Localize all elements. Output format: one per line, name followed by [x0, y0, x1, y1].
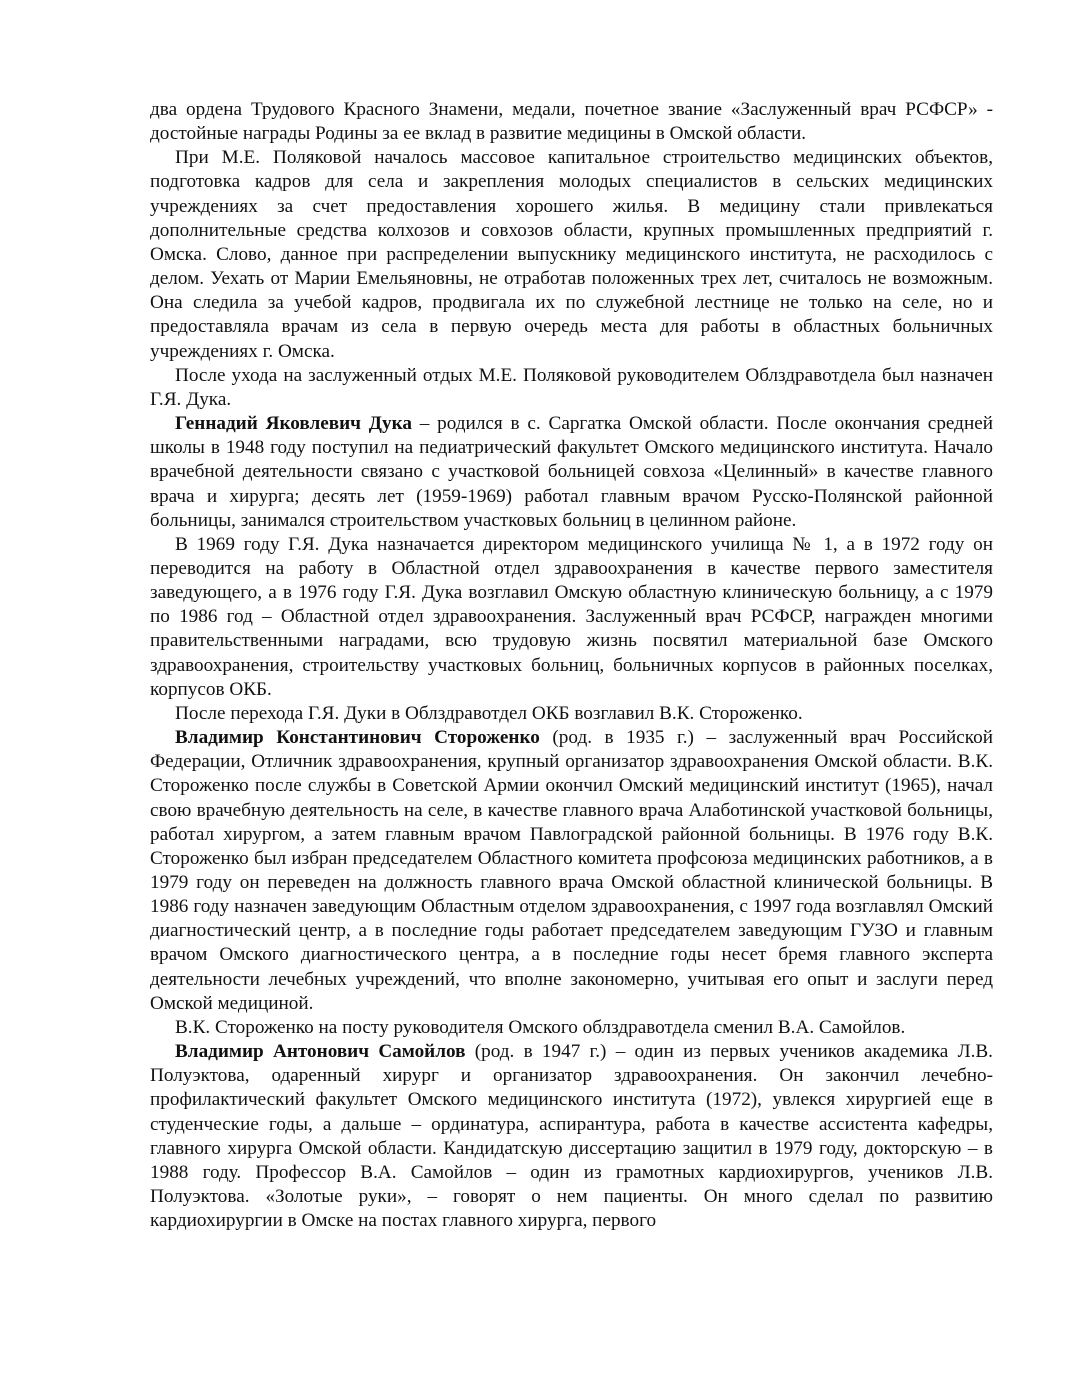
paragraph-text: В 1969 году Г.Я. Дука назначается директором медицинского училища № 1, а в 1972 году он переводится на работу в Областной отдел здравоохранения в качестве первого заместителя заведующего, а в 1976 году Г.Я. Дука возглавил Омскую областную клиническую больницу, а с 1979 по 1986 год – Областной отдел здравоохранения. Заслуженный врач РСФСР, награжден многими правительственными наградами, всю трудовую жизнь посвятил материальной базе Омского здравоохранения, строительству участковых больниц, больничных корпусов в районных поселках, корпусов ОКБ.: [150, 533, 993, 700]
paragraph-awards: [150, 98, 993, 146]
paragraph-transition-samoylov: [150, 1016, 993, 1040]
paragraph-text: В.К. Стороженко на посту руководителя Омского облздравотдела сменил В.А. Самойлов.: [175, 1016, 906, 1038]
paragraph-transition-storozhenko: [150, 702, 993, 726]
paragraph-storozhenko-bio: [150, 726, 993, 1016]
paragraph-appointment-duka: [150, 364, 993, 412]
person-name: Геннадий Яковлевич Дука: [175, 413, 412, 435]
document-page: [150, 98, 993, 1233]
person-name: Владимир Антонович Самойлов: [175, 1041, 466, 1063]
person-name: Владимир Константинович Стороженко: [175, 727, 540, 749]
paragraph-text: После перехода Г.Я. Дуки в Облздравотдел ОКБ возглавил В.К. Стороженко.: [175, 702, 803, 724]
paragraph-duka-bio: [150, 412, 993, 533]
paragraph-text: После ухода на заслуженный отдых М.Е. Поляковой руководителем Облздравотдела был назначен Г.Я. Дука.: [150, 364, 993, 410]
paragraph-text: два ордена Трудового Красного Знамени, медали, почетное звание «Заслуженный врач РСФСР» - достойные награды Родины за ее вклад в развитие медицины в Омской области.: [150, 99, 993, 145]
paragraph-duka-career: [150, 533, 993, 702]
paragraph-text: (род. в 1947 г.) – один из первых учеников академика Л.В. Полуэктова, одаренный хирург и организатор здравоохранения. Он закончил лечебно-профилактический факультет Омского медицинского института (1972), увлекся хирургией еще в студенческие годы, а дальше – ординатура, аспирантура, работа в качестве ассистента кафедры, главного хирурга Омской области. Кандидатскую диссертацию защитил в 1979 году, докторскую – в 1988 году. Профессор В.А. Самойлов – один из грамотных кардиохирургов, учеников Л.В. Полуэктова. «Золотые руки», – говорят о нем пациенты. Он много сделал по развитию кардиохирургии в Омске на постах главного хирурга, первого: [150, 1041, 993, 1232]
paragraph-samoylov-bio: [150, 1040, 993, 1233]
paragraph-text: При М.Е. Поляковой началось массовое капитальное строительство медицинских объектов, подготовка кадров для села и закрепления молодых специалистов в сельских медицинских учреждениях за счет предоставления хорошего жилья. В медицину стали привлекаться дополнительные средства колхозов и совхозов области, крупных промышленных предприятий г. Омска. Слово, данное при распределении выпускнику медицинского института, не расходилось с делом. Уехать от Марии Емельяновны, не отработав положенных трех лет, считалось не возможным. Она следила за учебой кадров, продвигала их по служебной лестнице не только на селе, но и предоставляла врачам из села в первую очередь места для работы в областных больничных учреждениях г. Омска.: [150, 147, 993, 362]
paragraph-polyakova: [150, 146, 993, 363]
paragraph-text: – родился в с. Саргатка Омской области. После окончания средней школы в 1948 году поступил на педиатрический факультет Омского медицинского института. Начало врачебной деятельности связано с участковой больницей совхоза «Целинный» в качестве главного врача и хирурга; десять лет (1959-1969) работал главным врачом Русско-Полянской районной больницы, занимался строительством участковых больниц в целинном районе.: [150, 413, 993, 531]
paragraph-text: (род. в 1935 г.) – заслуженный врач Российской Федерации, Отличник здравоохранения, крупный организатор здравоохранения Омской области. В.К. Стороженко после службы в Советской Армии окончил Омский медицинский институт (1965), начал свою врачебную деятельность на селе, в качестве главного врача Алаботинской участковой больницы, работал хирургом, а затем главным врачом Павлоградской районной больницы. В 1976 году В.К. Стороженко был избран председателем Областного комитета профсоюза медицинских работников, а в 1979 году он переведен на должность главного врача Омской областной клинической больницы. В 1986 году назначен заведующим Областным отделом здравоохранения, с 1997 года возглавлял Омский диагностический центр, а в последние годы работает председателем заведующим ГУЗО и главным врачом Омского диагностического центра, а в последние годы несет бремя главного эксперта деятельности лечебных учреждений, что вполне закономерно, учитывая его опыт и заслуги перед Омской медициной.: [150, 727, 993, 1014]
